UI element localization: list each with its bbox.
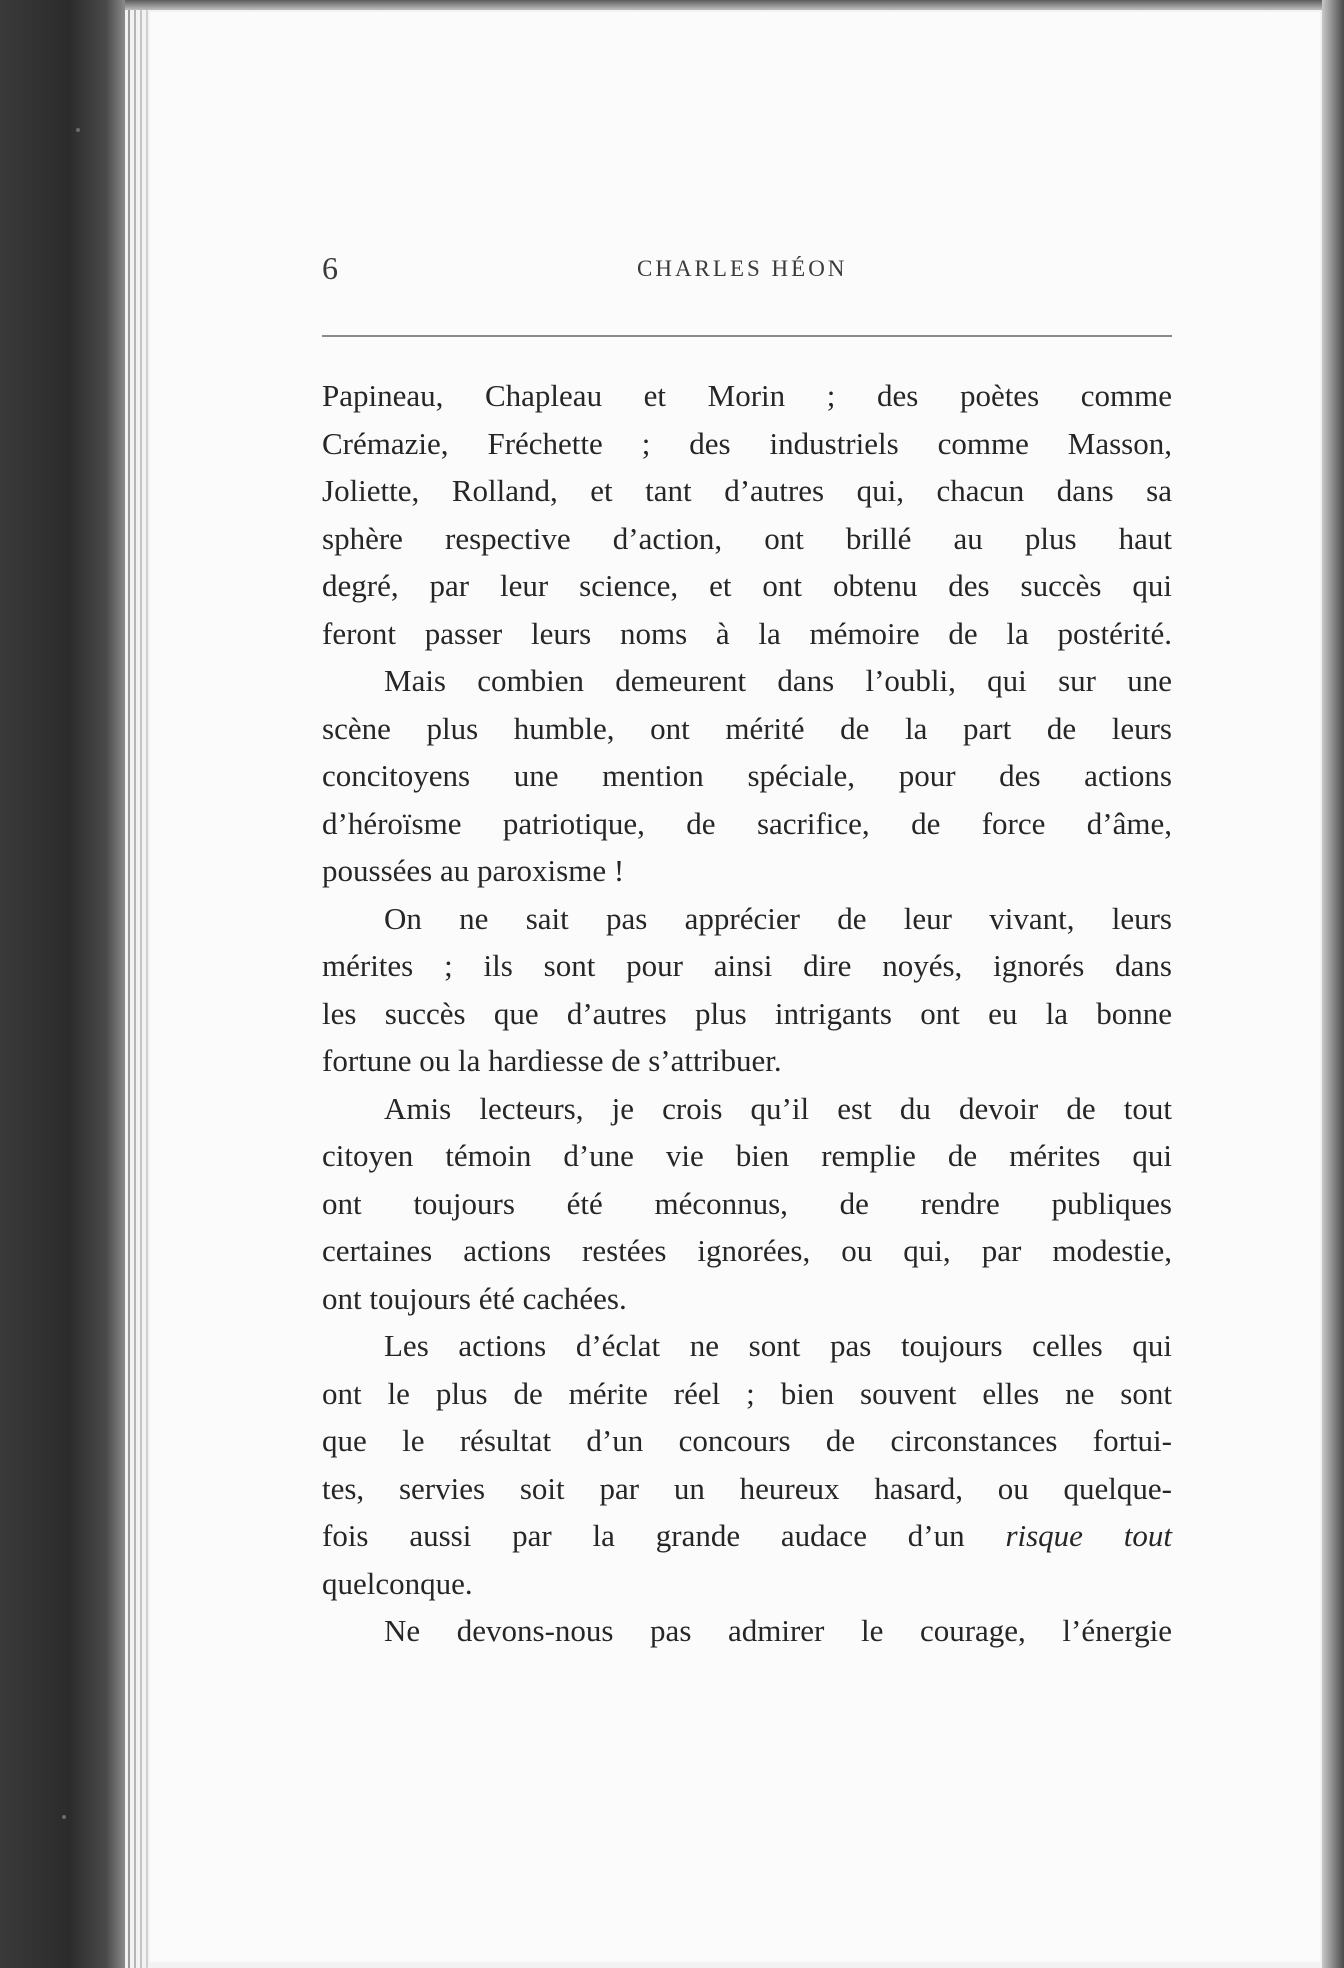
text-line: Crémazie, Fréchette ; des industriels comme Masson, (322, 425, 1172, 461)
text-line: On ne sait pas apprécier de leur vivant, leurs (384, 900, 1172, 936)
paragraph (322, 1607, 1172, 1655)
text-line: Papineau, Chapleau et Morin ; des poètes comme (322, 378, 1172, 413)
paragraph (322, 372, 1172, 657)
text-line: poussées au paroxisme ! (322, 853, 625, 888)
text-line: ont toujours été méconnus, de rendre publiques (322, 1185, 1172, 1221)
text-fragment: fois aussi par la grande audace d’un (322, 1518, 965, 1553)
text-line: fortune ou la hardiesse de s’attribuer. (322, 1043, 782, 1078)
text-line: scène plus humble, ont mérité de la part de leurs (322, 710, 1172, 746)
text-line: certaines actions restées ignorées, ou qui, par modestie, (322, 1233, 1172, 1268)
scan-dark-border (0, 0, 125, 1968)
header-rule (322, 335, 1172, 337)
text-line: Joliette, Rolland, et tant d’autres qui, chacun dans sa (322, 473, 1172, 508)
text-line: citoyen témoin d’une vie bien remplie de mérites qui (322, 1138, 1172, 1173)
text-line: Amis lecteurs, je crois qu’il est du devoir de tout (384, 1090, 1172, 1126)
scan-speck (62, 1815, 66, 1819)
page-stack-edge (146, 0, 148, 1968)
text-line: Les actions d’éclat ne sont pas toujours celles qui (384, 1328, 1172, 1363)
scan-top-border (125, 0, 1344, 10)
page-stack-edge (134, 0, 136, 1968)
body-text (322, 372, 1172, 1655)
page-stack-edge (128, 0, 130, 1968)
italic-phrase: risque tout (1005, 1518, 1172, 1553)
text-line: sphère respective d’action, ont brillé au plus haut (322, 520, 1172, 556)
text-line: quelconque. (322, 1565, 473, 1601)
paragraph (322, 1085, 1172, 1323)
text-line: concitoyens une mention spéciale, pour des actions (322, 758, 1172, 793)
text-line: ont le plus de mérite réel ; bien souvent elles ne sont (322, 1375, 1172, 1411)
scan-right-border (1322, 0, 1344, 1968)
text-line: que le résultat d’un concours de circonstances fortui- (322, 1423, 1172, 1458)
text-line: tes, servies soit par un heureux hasard, ou quelque- (322, 1470, 1172, 1506)
scan-speck (76, 128, 80, 132)
page-stack-edge (140, 0, 142, 1968)
text-line: ont toujours été cachées. (322, 1280, 627, 1316)
text-line: mérites ; ils sont pour ainsi dire noyés, ignorés dans (322, 948, 1172, 983)
text-line-with-italic (322, 1512, 1172, 1560)
text-line: Ne devons-nous pas admirer le courage, l’énergie (384, 1613, 1172, 1648)
paragraph (322, 1322, 1172, 1607)
paragraph (322, 895, 1172, 1085)
running-title: CHARLES HÉON (637, 256, 848, 281)
text-line: d’héroïsme patriotique, de sacrifice, de force d’âme, (322, 805, 1172, 841)
page-number: 6 (322, 250, 338, 286)
running-head (322, 250, 1172, 290)
text-line: les succès que d’autres plus intrigants ont eu la bonne (322, 995, 1172, 1031)
text-line: Mais combien demeurent dans l’oubli, qui sur une (384, 663, 1172, 698)
text-line: degré, par leur science, et ont obtenu des succès qui (322, 568, 1172, 603)
text-line: feront passer leurs noms à la mémoire de la postérité. (322, 615, 1172, 651)
paragraph (322, 657, 1172, 895)
